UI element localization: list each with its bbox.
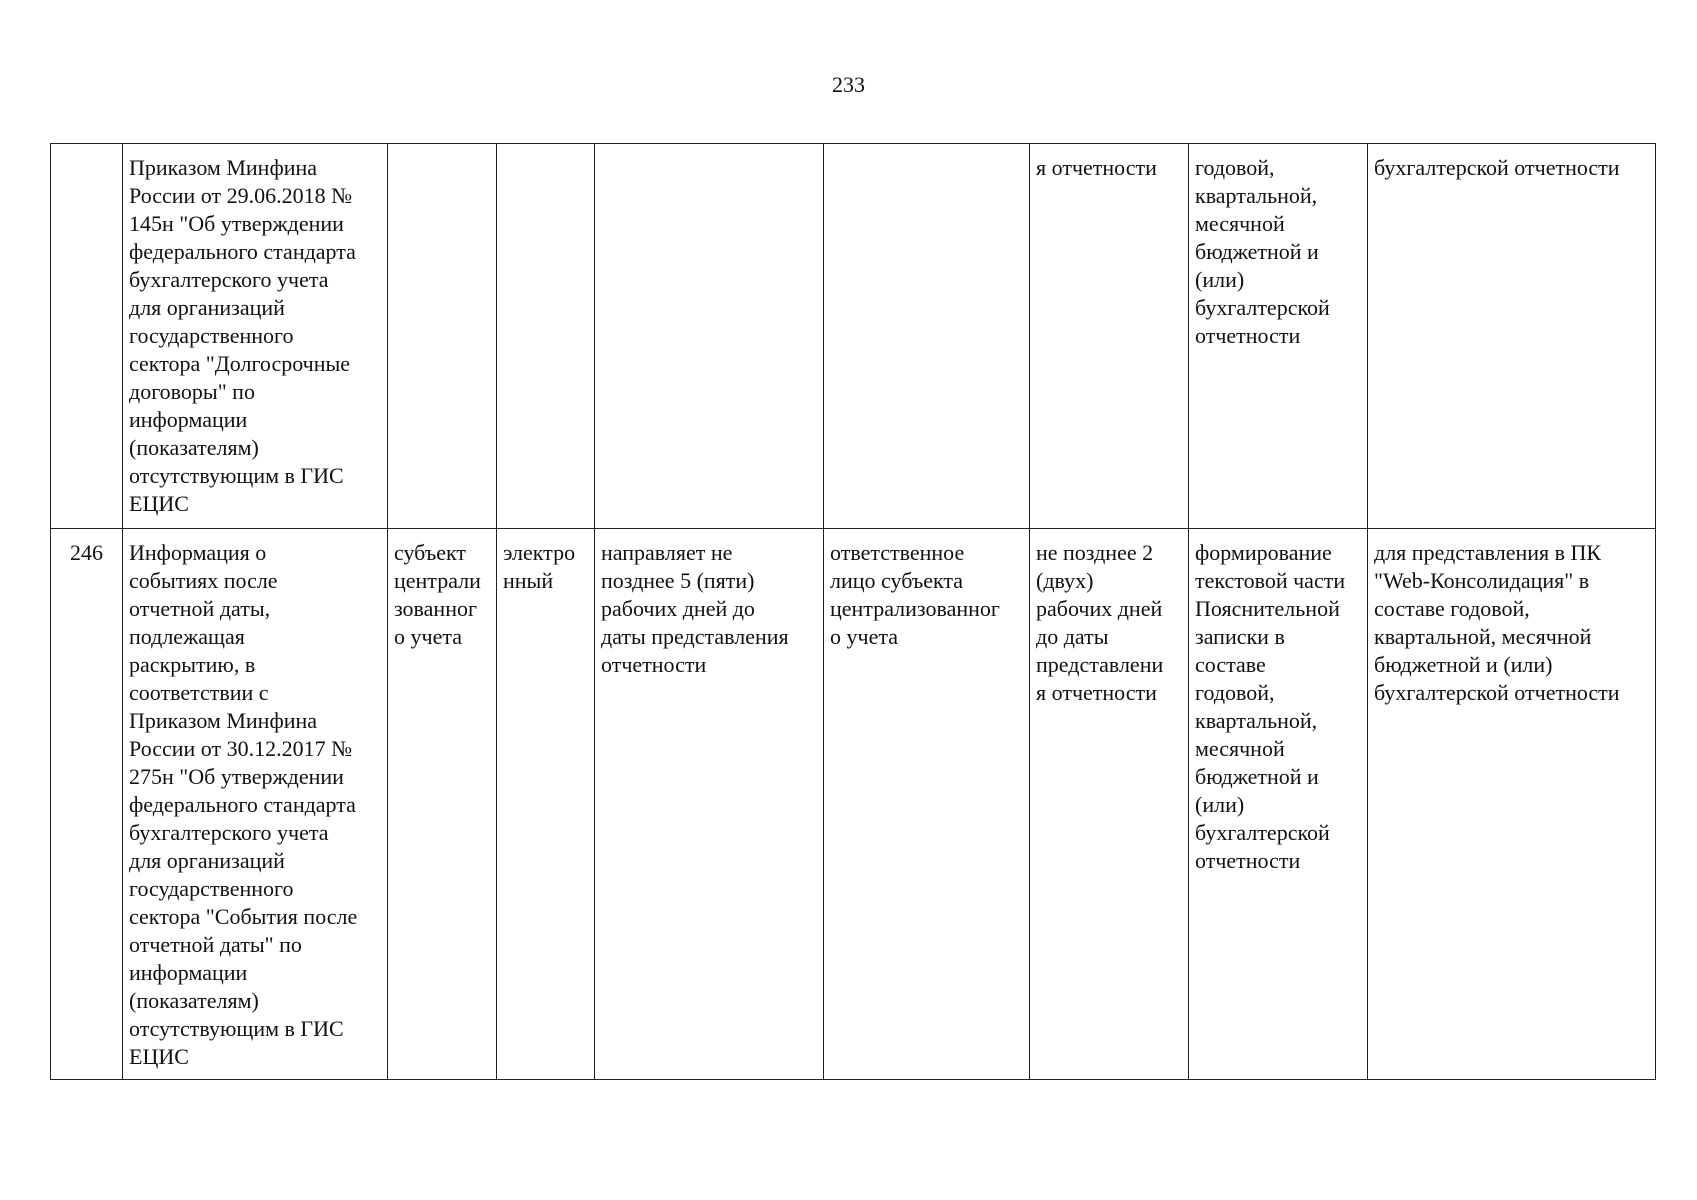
deadline-cell: я отчетности bbox=[1030, 144, 1189, 529]
table-row bbox=[51, 529, 1656, 1080]
responsible-cell: ответственное лицо субъекта централизованног о учета bbox=[824, 529, 1030, 1080]
subject-cell bbox=[388, 144, 497, 529]
responsible-cell bbox=[824, 144, 1030, 529]
purpose-cell: бухгалтерской отчетности bbox=[1368, 144, 1656, 529]
page-number: 233 bbox=[832, 72, 865, 97]
subject-cell: субъект централи зованног о учета bbox=[388, 529, 497, 1080]
term-cell: направляет не позднее 5 (пяти) рабочих дней до даты представления отчетности bbox=[595, 529, 824, 1080]
row-number-cell bbox=[51, 144, 123, 529]
row-number-cell: 246 bbox=[51, 529, 123, 1080]
table-row bbox=[51, 144, 1656, 529]
info-name-cell: Приказом Минфина России от 29.06.2018 № 145н "Об утверждении федерального стандарта бухгалтерского учета для организаций государственного сектора "Долгосрочные договоры" по информации (показателям) отсутствующим в ГИС ЕЦИС bbox=[123, 144, 388, 529]
action-cell: годовой, квартальной, месячной бюджетной и (или) бухгалтерской отчетности bbox=[1189, 144, 1368, 529]
form-cell bbox=[497, 144, 595, 529]
document-table bbox=[50, 143, 1656, 1080]
info-name-cell: Информация о событиях после отчетной даты, подлежащая раскрытию, в соответствии с Приказом Минфина России от 30.12.2017 № 275н "Об утверждении федерального стандарта бухгалтерского учета для организаций государственного сектора "События после отчетной даты" по информации (показателям) отсутствующим в ГИС ЕЦИС bbox=[123, 529, 388, 1080]
deadline-cell: не позднее 2 (двух) рабочих дней до даты представлени я отчетности bbox=[1030, 529, 1189, 1080]
term-cell bbox=[595, 144, 824, 529]
purpose-cell: для представления в ПК "Web-Консолидация" в составе годовой, квартальной, месячной бюджетной и (или) бухгалтерской отчетности bbox=[1368, 529, 1656, 1080]
action-cell: формирование текстовой части Пояснительной записки в составе годовой, квартальной, месячной бюджетной и (или) бухгалтерской отчетности bbox=[1189, 529, 1368, 1080]
form-cell: электро нный bbox=[497, 529, 595, 1080]
